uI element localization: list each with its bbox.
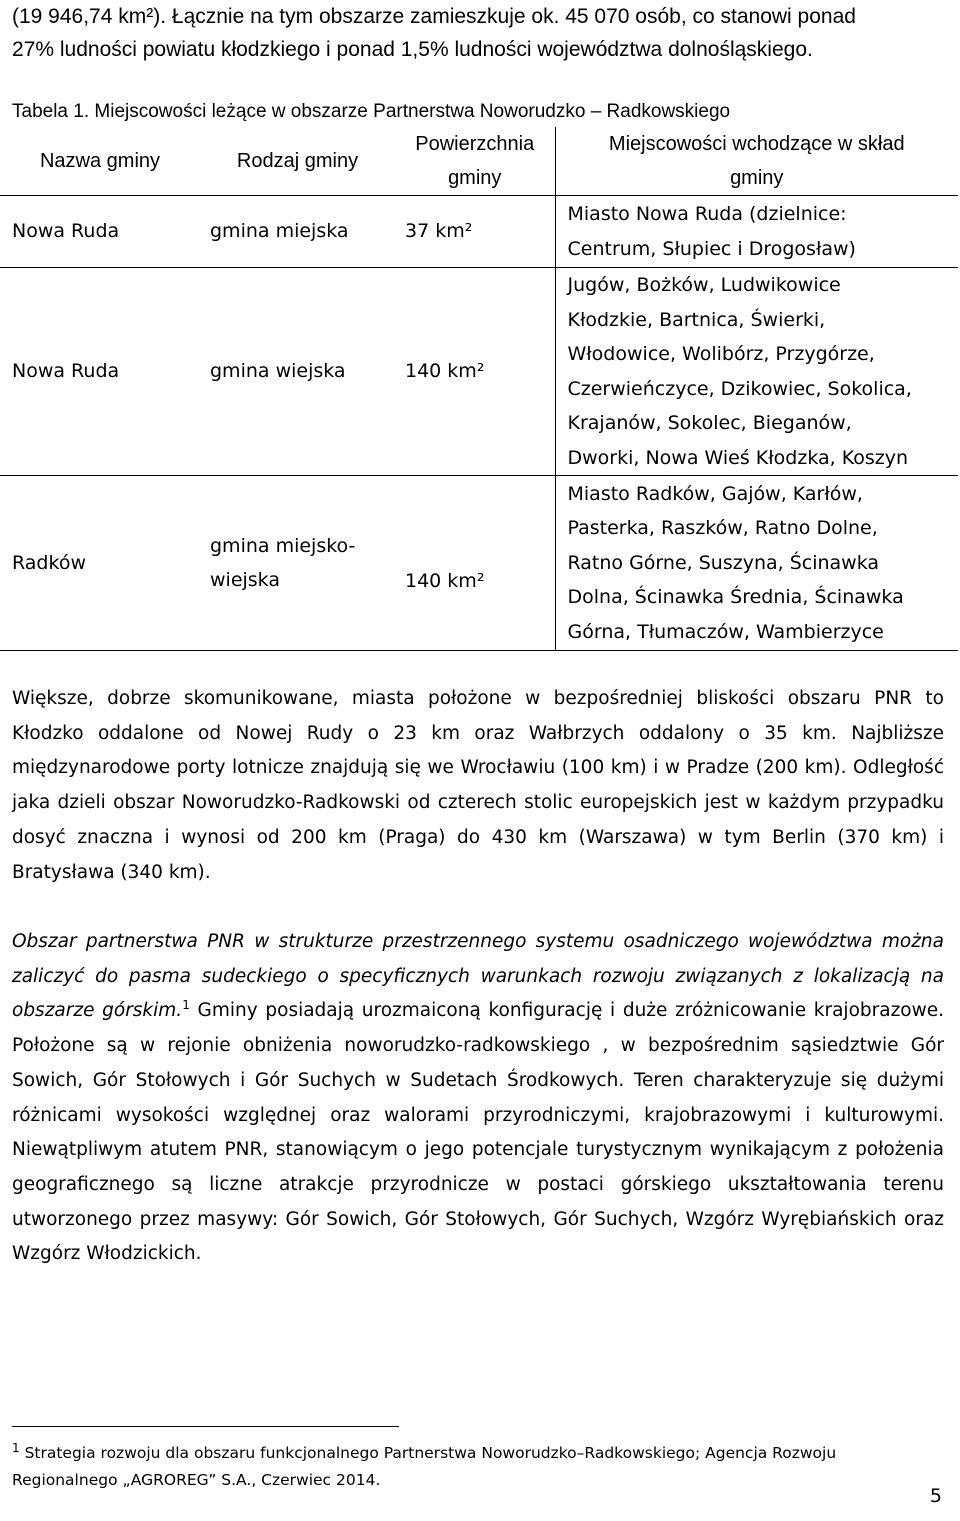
cell-area: 140 km² — [395, 268, 555, 476]
footnote-text: Strategia rozwoju dla obszaru funkcjonalnego Partnerstwa Noworudzko–Radkowskiego; Agencja Rozwoju Regionalnego „AGROREG” S.A., Czerwiec 2014. — [12, 1444, 837, 1489]
header-type: Rodzaj gminy — [200, 127, 395, 196]
paragraph-geography — [12, 925, 944, 1272]
page-number: 5 — [929, 1485, 942, 1507]
intro-line: (19 946,74 km²). Łącznie na tym obszarze zamieszkuje ok. 45 070 osób, co stanowi ponad — [12, 5, 856, 28]
cell-type: gmina miejsko- wiejska — [200, 476, 395, 651]
table-row — [0, 476, 958, 651]
cell-towns: Miasto Nowa Ruda (dzielnice: Centrum, Słupiec i Drogosław) — [555, 196, 958, 268]
cell-type: gmina miejska — [200, 196, 395, 268]
cell-area: 140 km² — [395, 476, 555, 651]
table-header-row — [0, 127, 958, 196]
paragraph-italic-part: Obszar partnerstwa PNR w strukturze przestrzennego systemu osadniczego województwa można zaliczyć do pasma sudeckiego o specyficznych warunkach rozwoju związanych z lokalizacją na obszarze górskim. — [12, 931, 944, 1022]
footnote — [12, 1440, 942, 1494]
table-caption: Tabela 1. Miejscowości leżące w obszarze Partnerstwa Noworudzko – Radkowskiego — [12, 101, 731, 122]
intro-line: 27% ludności powiatu kłodzkiego i ponad 1,5% ludności województwa dolnośląskiego. — [12, 38, 813, 61]
cell-name: Nowa Ruda — [0, 268, 200, 476]
cell-towns: Jugów, Bożków, Ludwikowice Kłodzkie, Bartnica, Świerki, Włodowice, Wolibórz, Przygórze, Czerwieńczyce, Dzikowiec, Sokolica, Krajanów, Sokolec, Bieganów, Dworki, Nowa Wieś Kłodzka, Koszyn — [555, 268, 958, 476]
paragraph-rest: Gminy posiadają urozmaiconą konfigurację i duże zróżnicowanie krajobrazowe. Położone są w rejonie obniżenia noworudzko-radkowskiego , w bezpośrednim sąsiedztwie Gór Sowich, Gór Stołowych i Gór Suchych w Sudetach Środkowych. Teren charakteryzuje się dużymi różnicami wysokości względnej oraz walorami przyrodniczymi, krajobrazowymi i kulturowymi. Niewątpliwym atutem PNR, stanowiącym o jego potencjale turystycznym wynikającym z położenia geograficznego są liczne atrakcje przyrodnicze w postaci górskiego ukształtowania terenu utworzonego przez masywy: Gór Sowich, Gór Stołowych, Gór Suchych, Wzgórz Wyrębiańskich oraz Wzgórz Włodzickich. — [12, 1000, 944, 1265]
header-area: Powierzchnia gminy — [395, 127, 555, 196]
intro-paragraph — [12, 0, 952, 66]
cell-name: Radków — [0, 476, 200, 651]
footnote-number: 1 — [12, 1440, 20, 1455]
header-name: Nazwa gminy — [0, 127, 200, 196]
cell-name: Nowa Ruda — [0, 196, 200, 268]
footnote-separator — [12, 1426, 399, 1427]
paragraph-distances: Większe, dobrze skomunikowane, miasta położone w bezpośredniej bliskości obszaru PNR to Kłodzko oddalone od Nowej Rudy o 23 km oraz Wałbrzych oddalony o 35 km. Najbliższe międzynarodowe porty lotnicze znajdują się we Wrocławiu (100 km) i w Pradze (200 km). Odległość jaka dzieli obszar Noworudzko-Radkowski od czterech stolic europejskich jest w każdym przypadku dosyć znaczna i wynosi od 200 km (Praga) do 430 km (Warszawa) w tym Berlin (370 km) i Bratysława (340 km). — [12, 688, 944, 883]
cell-type: gmina wiejska — [200, 268, 395, 476]
table-row — [0, 196, 958, 268]
cell-area: 37 km² — [395, 196, 555, 268]
table-row — [0, 268, 958, 476]
footnote-reference: 1 — [182, 998, 190, 1013]
header-towns: Miejscowości wchodzące w skład gminy — [555, 127, 958, 196]
municipalities-table — [0, 127, 958, 651]
cell-towns: Miasto Radków, Gajów, Karłów, Pasterka, Raszków, Ratno Dolne, Ratno Górne, Suszyna, Ścinawka Dolna, Ścinawka Średnia, Ścinawka Górna, Tłumaczów, Wambierzyce — [555, 476, 958, 651]
